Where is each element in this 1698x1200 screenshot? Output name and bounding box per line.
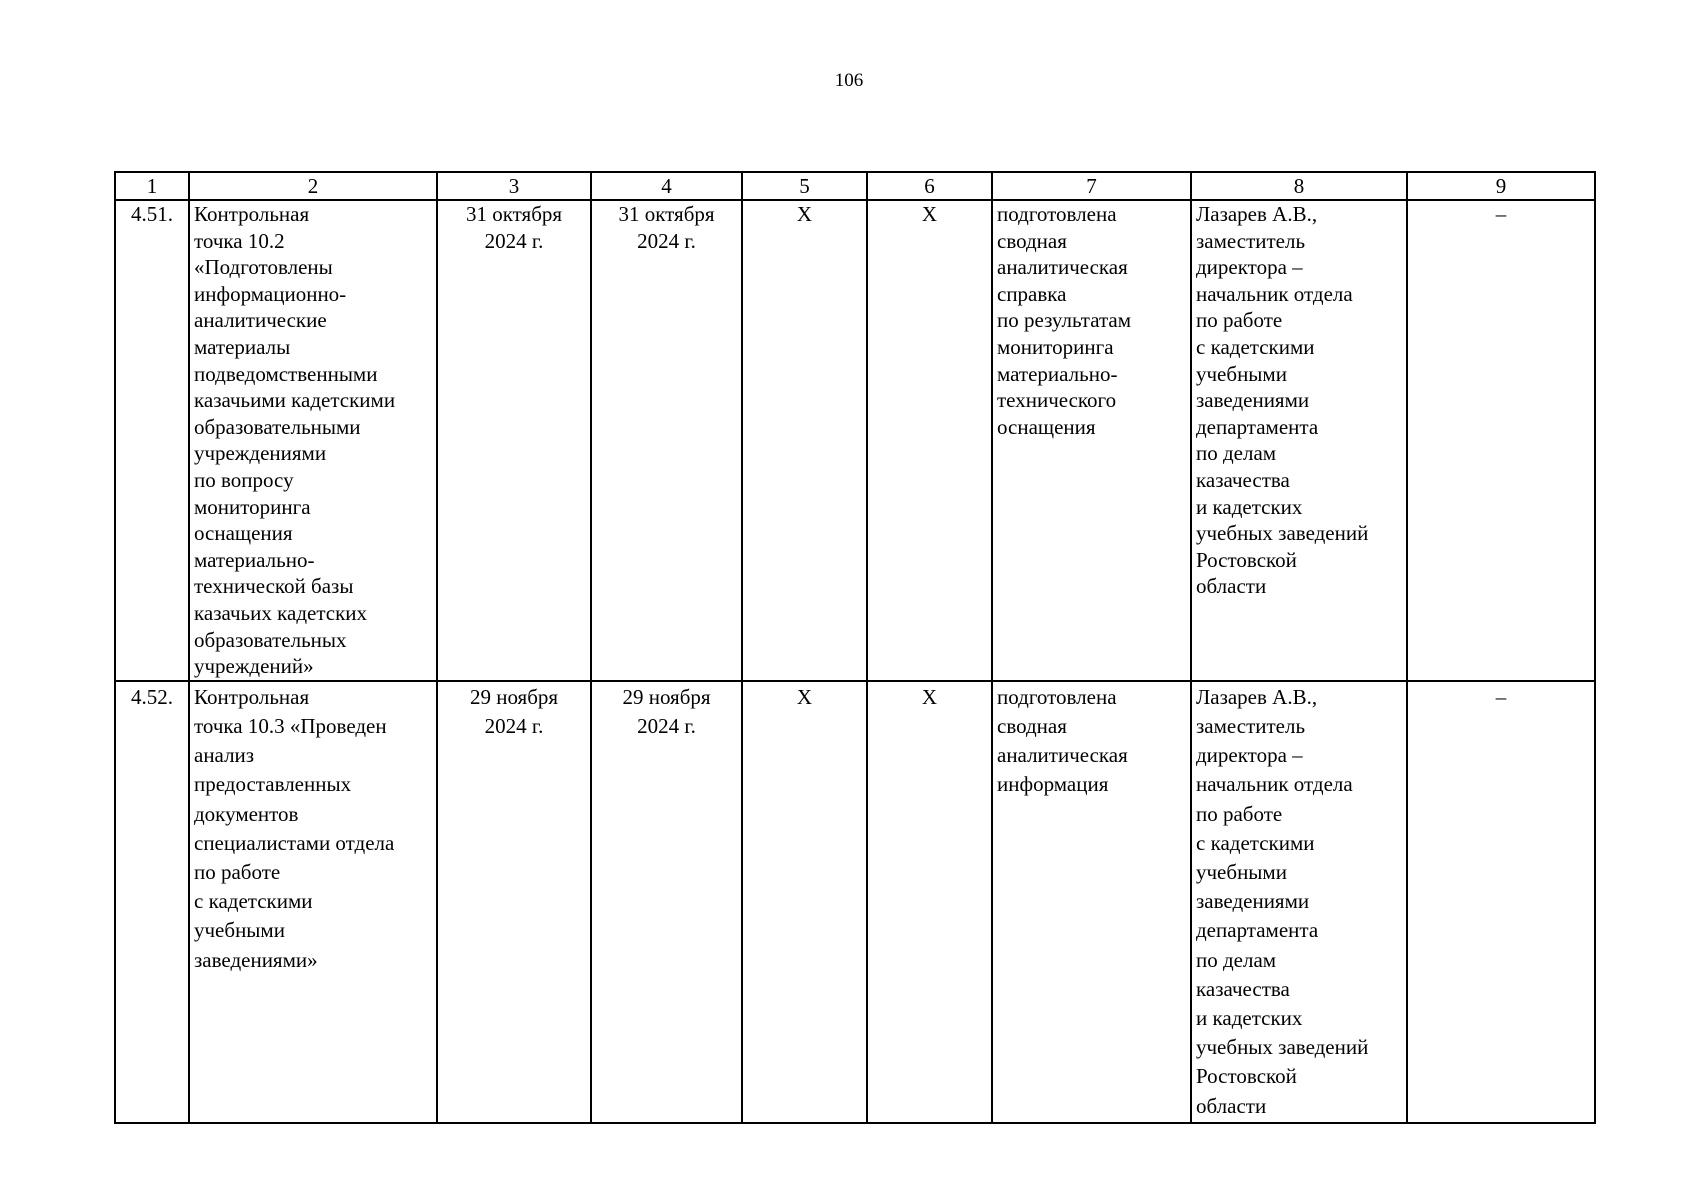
column-header: 5 xyxy=(742,172,867,200)
column-5-mark: Х xyxy=(742,681,867,1123)
end-date: 29 ноября 2024 г. xyxy=(591,681,742,1123)
row-number: 4.52. xyxy=(115,681,189,1123)
column-header: 1 xyxy=(115,172,189,200)
expected-result: подготовлена сводная аналитическая справка по результатам мониторинга материально- технического оснащения xyxy=(992,200,1191,681)
column-header: 9 xyxy=(1407,172,1595,200)
column-9-value: – xyxy=(1407,200,1595,681)
responsible-person: Лазарев А.В., заместитель директора – начальник отдела по работе с кадетскими учебными заведениями департамента по делам казачества и кадетских учебных заведений Ростовской области xyxy=(1191,200,1407,681)
event-name: Контрольная точка 10.2 «Подготовлены информационно- аналитические материалы подведомственными казачьими кадетскими образовательными учреждениями по вопросу мониторинга оснащения материально- технической базы казачьих кадетских образовательных учреждений» xyxy=(189,200,437,681)
responsible-person: Лазарев А.В., заместитель директора – начальник отдела по работе с кадетскими учебными заведениями департамента по делам казачества и кадетских учебных заведений Ростовской области xyxy=(1191,681,1407,1123)
expected-result: подготовлена сводная аналитическая информация xyxy=(992,681,1191,1123)
column-header: 8 xyxy=(1191,172,1407,200)
table-row xyxy=(115,200,1595,681)
start-date: 31 октября 2024 г. xyxy=(437,200,591,681)
column-6-mark: Х xyxy=(867,200,992,681)
column-header: 4 xyxy=(591,172,742,200)
start-date: 29 ноября 2024 г. xyxy=(437,681,591,1123)
end-date: 31 октября 2024 г. xyxy=(591,200,742,681)
column-header: 7 xyxy=(992,172,1191,200)
event-name: Контрольная точка 10.3 «Проведен анализ предоставленных документов специалистами отдела по работе с кадетскими учебными заведениями» xyxy=(189,681,437,1123)
column-5-mark: Х xyxy=(742,200,867,681)
column-number-row xyxy=(115,172,1595,200)
row-number: 4.51. xyxy=(115,200,189,681)
column-header: 3 xyxy=(437,172,591,200)
plan-table xyxy=(114,171,1596,1124)
page-number: 106 xyxy=(834,70,864,91)
column-header: 6 xyxy=(867,172,992,200)
column-6-mark: Х xyxy=(867,681,992,1123)
table-row xyxy=(115,681,1595,1123)
column-9-value: – xyxy=(1407,681,1595,1123)
column-header: 2 xyxy=(189,172,437,200)
